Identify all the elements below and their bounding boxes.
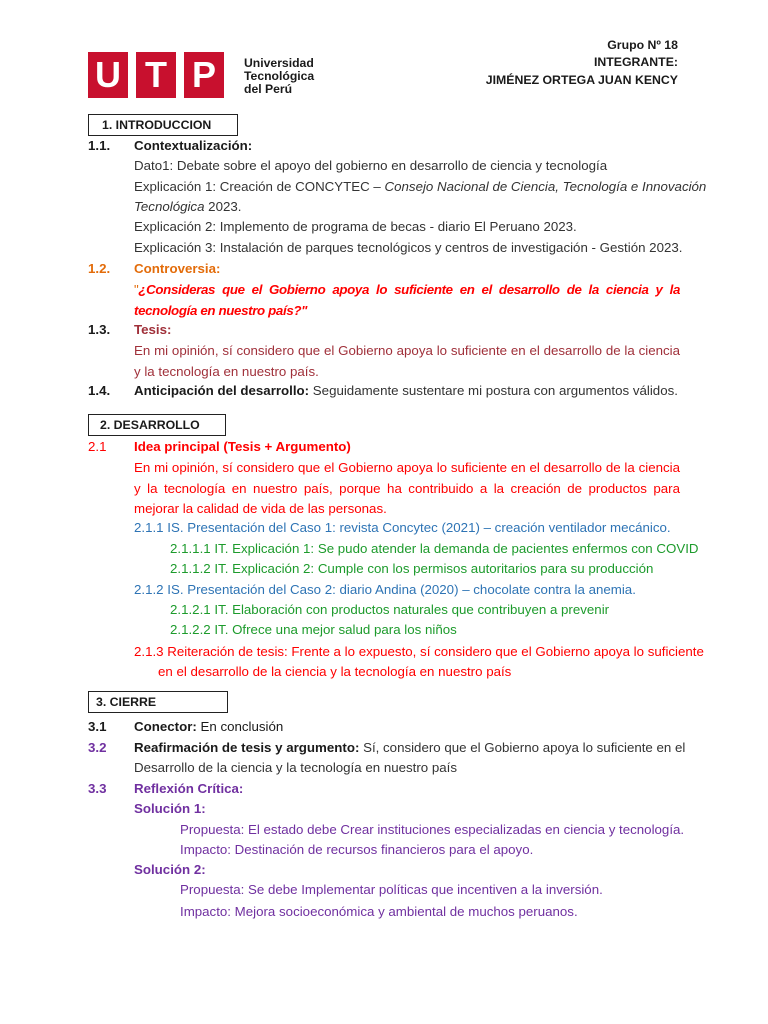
s12-question-text: ¿Consideras que el Gobierno apoya lo suficiente en el desarrollo de la ciencia y la tecnología en nuestro país?" — [134, 282, 680, 318]
logo-letter-t: T — [145, 54, 167, 95]
solution-1-impact: Impacto: Destinación de recursos financieros para el apoyo. — [180, 842, 534, 857]
solution-2-impact: Impacto: Mejora socioeconómica y ambiental de muchos peruanos. — [180, 904, 578, 919]
s13-number: 1.3. — [88, 322, 111, 337]
logo-text-line2: Tecnológica — [244, 69, 315, 83]
explanation-1-main: Explicación 1: Creación de CONCYTEC – — [134, 179, 385, 194]
solution-2-title: Solución 2: — [134, 862, 206, 877]
s11-title: Contextualización: — [134, 138, 253, 153]
s33-title: Reflexión Crítica: — [134, 781, 244, 796]
s31-number: 3.1 — [88, 719, 107, 734]
reiteration-line-2: en el desarrollo de la ciencia y la tecnología en nuestro país — [158, 664, 512, 679]
explanation-3-text: Explicación 3: Instalación de parques tecnológicos y centros de investigación - Gestión 2023. — [134, 240, 683, 255]
s31-line — [134, 719, 283, 734]
s14-text: Seguidamente sustentare mi postura con argumentos válidos. — [309, 383, 678, 398]
solution-1-proposal: Propuesta: El estado debe Crear instituciones especializadas en ciencia y tecnología. — [180, 822, 685, 837]
s32-line — [134, 740, 685, 755]
explanation-1-text — [134, 179, 706, 194]
s32-text-cont: Desarrollo de la ciencia y la tecnología en nuestro país — [134, 760, 458, 775]
explanation-1-cont — [134, 199, 241, 214]
s14-line — [134, 383, 678, 398]
s12-number: 1.2. — [88, 261, 111, 276]
solution-1-title: Solución 1: — [134, 801, 206, 816]
explanation-1-year: 2023. — [204, 199, 242, 214]
s32-text: Sí, considero que el Gobierno apoya lo suficiente en el — [359, 740, 686, 755]
s21-title: Idea principal (Tesis + Argumento) — [134, 439, 351, 454]
case-2-1-2-2: 2.1.2.2 IT. Ofrece una mejor salud para los niños — [170, 622, 457, 637]
case-2-1-1-2: 2.1.1.2 IT. Explicación 2: Cumple con los permisos autoritarios para su producción — [170, 561, 654, 576]
explanation-1-italic2: Tecnológica — [134, 199, 205, 214]
s11-number: 1.1. — [88, 138, 111, 153]
explanation-1-italic: Consejo Nacional de Ciencia, Tecnología e Innovación — [384, 179, 707, 194]
s12-quote-mark: " — [134, 282, 139, 297]
solution-2-proposal: Propuesta: Se debe Implementar políticas que incentiven a la inversión. — [180, 882, 603, 897]
case-2-1-2-1: 2.1.2.1 IT. Elaboración con productos naturales que contribuyen a prevenir — [170, 602, 610, 617]
s31-text: En conclusión — [196, 719, 284, 734]
s13-text: En mi opinión, sí considero que el Gobierno apoya lo suficiente en el desarrollo de la ciencia y la tecnología en nuestro país. — [134, 343, 680, 379]
group-label: Grupo Nº 18 — [607, 38, 678, 52]
case-2-1-2: 2.1.2 IS. Presentación del Caso 2: diario Andina (2020) – chocolate contra la anemia. — [134, 582, 636, 597]
member-name: JIMÉNEZ ORTEGA JUAN KENCY — [485, 73, 678, 87]
member-label: INTEGRANTE: — [593, 55, 678, 69]
s21-number: 2.1 — [88, 439, 107, 454]
section-1-heading: 1. INTRODUCCION — [102, 118, 212, 132]
s13-title: Tesis: — [134, 322, 172, 337]
case-2-1-1-1: 2.1.1.1 IT. Explicación 1: Se pudo atender la demanda de pacientes enfermos con COVID — [170, 541, 699, 556]
s32-title: Reafirmación de tesis y argumento: — [134, 740, 360, 755]
case-2-1-1: 2.1.1 IS. Presentación del Caso 1: revista Concytec (2021) – creación ventilador mecánico. — [134, 520, 671, 535]
s21-text: En mi opinión, sí considero que el Gobierno apoya lo suficiente en el desarrollo de la ciencia y la tecnología en nuestro país, porque ha contribuido a la creación de productos para mejorar la calidad de vida de las personas. — [134, 460, 680, 516]
s14-title: Anticipación del desarrollo: — [134, 383, 310, 398]
s12-title: Controversia: — [134, 261, 221, 276]
explanation-2-text: Explicación 2: Implemento de programa de becas - diario El Peruano 2023. — [134, 219, 577, 234]
s32-number: 3.2 — [88, 740, 107, 755]
logo-letter-p: P — [191, 54, 216, 95]
section-2-heading: 2. DESARROLLO — [100, 418, 200, 432]
reiteration-line-1: 2.1.3 Reiteración de tesis: Frente a lo expuesto, sí considero que el Gobierno apoya lo suficiente — [134, 644, 704, 659]
s12-question — [134, 280, 680, 321]
logo-text-line1: Universidad — [244, 56, 314, 70]
dato1-text: Dato1: Debate sobre el apoyo del gobierno en desarrollo de ciencia y tecnología — [134, 158, 608, 173]
s14-number: 1.4. — [88, 383, 111, 398]
logo-text-line3: del Perú — [244, 82, 293, 96]
logo-letter-u: U — [95, 54, 121, 95]
s31-title: Conector: — [134, 719, 197, 734]
s33-number: 3.3 — [88, 781, 107, 796]
section-3-heading: 3. CIERRE — [96, 695, 157, 709]
